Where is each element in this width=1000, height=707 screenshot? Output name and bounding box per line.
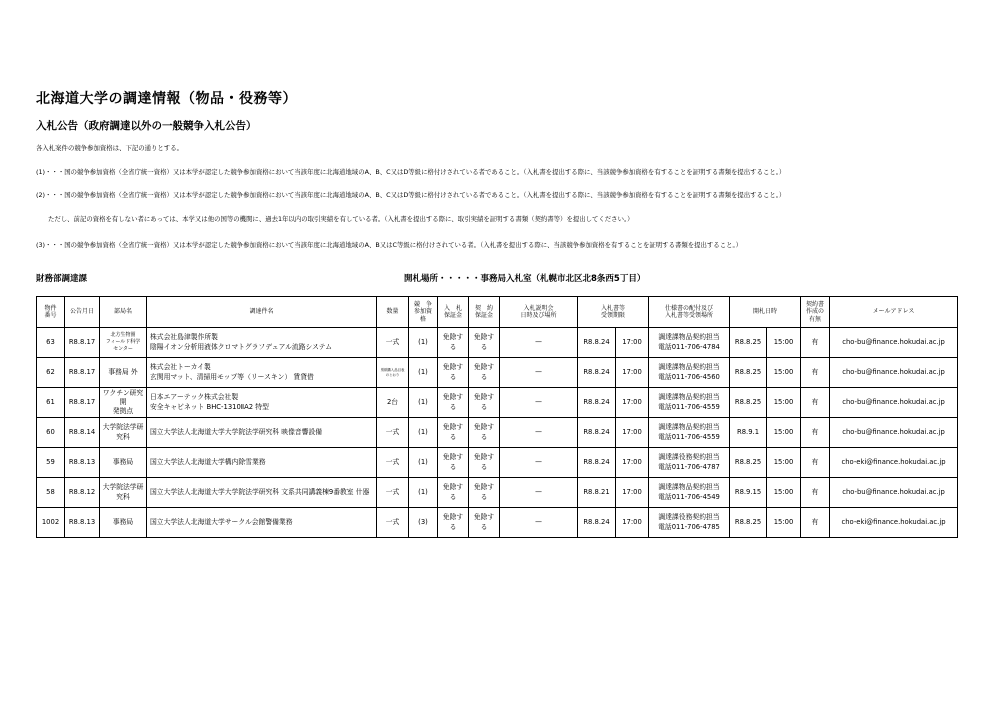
cell-announce-date: R8.8.13 — [65, 448, 100, 478]
cell-opening-time: 15:00 — [767, 418, 801, 448]
table-row — [37, 418, 958, 448]
cell-email: cho-bu@finance.hokudai.ac.jp — [830, 358, 958, 388]
cell-opening-time: 15:00 — [767, 478, 801, 508]
cell-quantity: 一式 — [377, 418, 409, 448]
cell-opening-time: 15:00 — [767, 358, 801, 388]
cell-department: 大学院法学研 究科 — [100, 478, 147, 508]
cell-briefing: — — [500, 478, 578, 508]
cell-announce-date: R8.8.17 — [65, 358, 100, 388]
cell-opening-date: R8.9.1 — [730, 418, 767, 448]
table-row — [37, 388, 958, 418]
cell-contract-doc: 有 — [801, 388, 830, 418]
cell-qualification: (1) — [409, 358, 438, 388]
cell-deadline-date: R8.8.24 — [578, 388, 616, 418]
cell-contract-doc: 有 — [801, 358, 830, 388]
cell-item-name: 国立大学法人北海道大学構内除雪業務 — [147, 448, 377, 478]
cell-email: cho-eki@finance.hokudai.ac.jp — [830, 508, 958, 538]
cell-deadline-time: 17:00 — [616, 478, 649, 508]
header-briefing: 入札説明会 日時及び場所 — [500, 297, 578, 328]
cell-bid-deposit: 免除する — [438, 388, 469, 418]
condition-2-note: ただし、前記の資格を有しない者にあっては、本学又は他の国等の機関に、過去1年以内の取引実績を有している者。（入札書を提出する際に、取引実績を証明する書類（契約書等）を提出してください。） — [48, 215, 634, 223]
condition-2: (2)・・・国の競争参加資格（全省庁統一資格）又は本学が認定した競争参加資格において当該年度に北海道地域のA、B、C又はD等級に格付けされている者であること。（入札書を提出する際に、当該競争参加資格を有することを証明する書類を提出すること。） — [36, 191, 786, 199]
cell-opening-time: 15:00 — [767, 448, 801, 478]
cell-briefing: — — [500, 448, 578, 478]
cell-quantity: 一式 — [377, 448, 409, 478]
condition-3: (3)・・・国の競争参加資格（全省庁統一資格）又は本学が認定した競争参加資格において当該年度に北海道地域のA、B又はC等級に格付けされている者。（入札書を提出する際に、当該競争参加資格を有することを証明する書類を提出すること。） — [36, 241, 743, 249]
cell-spec-place: 調達課物品契約担当 電話011-706-4560 — [649, 358, 730, 388]
cell-email: cho-bu@finance.hokudai.ac.jp — [830, 478, 958, 508]
cell-item-number: 58 — [37, 478, 65, 508]
cell-item-name: 株式会社トーカイ製 玄関用マット、清掃用モップ等（リースキン） 賃貸借 — [147, 358, 377, 388]
cell-contract-doc: 有 — [801, 478, 830, 508]
cell-deadline-time: 17:00 — [616, 418, 649, 448]
cell-bid-deposit: 免除する — [438, 448, 469, 478]
cell-bid-deposit: 免除する — [438, 328, 469, 358]
cell-spec-place: 調達課物品契約担当 電話011-706-4784 — [649, 328, 730, 358]
cell-department: ワクチン研究開 発拠点 — [100, 388, 147, 418]
header-bid-deposit: 入 札 保証金 — [438, 297, 469, 328]
table-row — [37, 478, 958, 508]
cell-opening-date: R8.9.15 — [730, 478, 767, 508]
table-row — [37, 328, 958, 358]
cell-email: cho-bu@finance.hokudai.ac.jp — [830, 418, 958, 448]
cell-department: 北方生物圏 フィールド科学 センター — [100, 328, 147, 358]
cell-contract-deposit: 免除する — [469, 418, 500, 448]
header-contract-deposit: 契 約 保証金 — [469, 297, 500, 328]
table-header-row — [37, 297, 958, 328]
cell-item-name: 国立大学法人北海道大学大学院法学研究科 文系共同講義棟9番教室 什器 — [147, 478, 377, 508]
cell-quantity: 別紙購入品目表のとおり — [377, 358, 409, 388]
header-department: 部局名 — [100, 297, 147, 328]
cell-briefing: — — [500, 358, 578, 388]
cell-email: cho-bu@finance.hokudai.ac.jp — [830, 328, 958, 358]
cell-qualification: (1) — [409, 448, 438, 478]
cell-deadline-date: R8.8.24 — [578, 448, 616, 478]
cell-announce-date: R8.8.13 — [65, 508, 100, 538]
page-subtitle: 入札公告（政府調達以外の一般競争入札公告） — [36, 120, 257, 132]
cell-deadline-time: 17:00 — [616, 388, 649, 418]
header-opening-datetime: 開札日時 — [730, 297, 801, 328]
cell-contract-deposit: 免除する — [469, 358, 500, 388]
cell-item-number: 62 — [37, 358, 65, 388]
cell-email: cho-eki@finance.hokudai.ac.jp — [830, 448, 958, 478]
cell-contract-doc: 有 — [801, 328, 830, 358]
cell-item-number: 1002 — [37, 508, 65, 538]
header-email: メールアドレス — [830, 297, 958, 328]
cell-quantity: 一式 — [377, 328, 409, 358]
cell-briefing: — — [500, 418, 578, 448]
cell-announce-date: R8.8.12 — [65, 478, 100, 508]
cell-deadline-date: R8.8.24 — [578, 418, 616, 448]
intro-text: 各入札案件の競争参加資格は、下記の通りとする。 — [36, 144, 183, 152]
cell-department: 大学院法学研 究科 — [100, 418, 147, 448]
cell-quantity: 一式 — [377, 478, 409, 508]
cell-deadline-date: R8.8.24 — [578, 508, 616, 538]
cell-contract-deposit: 免除する — [469, 328, 500, 358]
cell-item-name: 国立大学法人北海道大学大学院法学研究科 映像音響設備 — [147, 418, 377, 448]
cell-quantity: 2台 — [377, 388, 409, 418]
header-spec-place: 仕様書の配付及び 入札書等受領場所 — [649, 297, 730, 328]
cell-department: 事務局 外 — [100, 358, 147, 388]
cell-item-name: 日本エアーテック株式会社製 安全キャビネット BHC-1310ⅡA2 特型 — [147, 388, 377, 418]
cell-announce-date: R8.8.17 — [65, 328, 100, 358]
cell-qualification: (1) — [409, 388, 438, 418]
cell-announce-date: R8.8.14 — [65, 418, 100, 448]
cell-qualification: (1) — [409, 478, 438, 508]
cell-contract-deposit: 免除する — [469, 388, 500, 418]
cell-deadline-time: 17:00 — [616, 508, 649, 538]
cell-opening-date: R8.8.25 — [730, 388, 767, 418]
procurement-table — [36, 296, 958, 538]
table-row — [37, 358, 958, 388]
cell-spec-place: 調達課役務契約担当 電話011-706-4787 — [649, 448, 730, 478]
cell-opening-date: R8.8.25 — [730, 328, 767, 358]
cell-contract-doc: 有 — [801, 448, 830, 478]
cell-email: cho-bu@finance.hokudai.ac.jp — [830, 388, 958, 418]
cell-contract-deposit: 免除する — [469, 508, 500, 538]
cell-spec-place: 調達課物品契約担当 電話011-706-4559 — [649, 418, 730, 448]
cell-department: 事務局 — [100, 448, 147, 478]
cell-item-number: 60 — [37, 418, 65, 448]
cell-deadline-date: R8.8.24 — [578, 358, 616, 388]
cell-opening-time: 15:00 — [767, 388, 801, 418]
cell-bid-deposit: 免除する — [438, 418, 469, 448]
department-heading: 財務部調達課 — [36, 274, 88, 284]
cell-qualification: (1) — [409, 328, 438, 358]
cell-department: 事務局 — [100, 508, 147, 538]
header-item-name: 調達件名 — [147, 297, 377, 328]
cell-spec-place: 調達課物品契約担当 電話011-706-4559 — [649, 388, 730, 418]
cell-opening-time: 15:00 — [767, 508, 801, 538]
cell-deadline-date: R8.8.24 — [578, 328, 616, 358]
header-deadline: 入札書等 受領期限 — [578, 297, 649, 328]
cell-briefing: — — [500, 328, 578, 358]
cell-opening-date: R8.8.25 — [730, 358, 767, 388]
cell-bid-deposit: 免除する — [438, 478, 469, 508]
cell-briefing: — — [500, 508, 578, 538]
cell-contract-doc: 有 — [801, 418, 830, 448]
header-announce-date: 公告月日 — [65, 297, 100, 328]
cell-item-number: 61 — [37, 388, 65, 418]
cell-announce-date: R8.8.17 — [65, 388, 100, 418]
cell-item-number: 59 — [37, 448, 65, 478]
cell-qualification: (1) — [409, 418, 438, 448]
cell-bid-deposit: 免除する — [438, 358, 469, 388]
cell-bid-deposit: 免除する — [438, 508, 469, 538]
page-title: 北海道大学の調達情報（物品・役務等） — [36, 91, 297, 107]
opening-place-heading: 開札場所・・・・・事務局入札室（札幌市北区北8条西5丁目） — [404, 274, 646, 284]
cell-deadline-time: 17:00 — [616, 328, 649, 358]
cell-opening-time: 15:00 — [767, 328, 801, 358]
header-item-number: 物件 番号 — [37, 297, 65, 328]
cell-deadline-date: R8.8.21 — [578, 478, 616, 508]
header-qualification: 競 争 参加資 格 — [409, 297, 438, 328]
cell-contract-deposit: 免除する — [469, 478, 500, 508]
header-quantity: 数量 — [377, 297, 409, 328]
cell-spec-place: 調達課物品契約担当 電話011-706-4549 — [649, 478, 730, 508]
cell-qualification: (3) — [409, 508, 438, 538]
cell-opening-date: R8.8.25 — [730, 508, 767, 538]
cell-contract-doc: 有 — [801, 508, 830, 538]
table-row — [37, 508, 958, 538]
condition-1: (1)・・・国の競争参加資格（全省庁統一資格）又は本学が認定した競争参加資格において当該年度に北海道地域のA、B、C又はD等級に格付けされている者であること。（入札書を提出する際に、当該競争参加資格を有することを証明する書類を提出すること。） — [36, 168, 786, 176]
cell-spec-place: 調達課役務契約担当 電話011-706-4785 — [649, 508, 730, 538]
header-contract-doc: 契約書 作成の 有無 — [801, 297, 830, 328]
cell-item-name: 国立大学法人北海道大学サークル会館警備業務 — [147, 508, 377, 538]
cell-item-number: 63 — [37, 328, 65, 358]
cell-contract-deposit: 免除する — [469, 448, 500, 478]
cell-briefing: — — [500, 388, 578, 418]
cell-deadline-time: 17:00 — [616, 358, 649, 388]
cell-opening-date: R8.8.25 — [730, 448, 767, 478]
cell-quantity: 一式 — [377, 508, 409, 538]
cell-deadline-time: 17:00 — [616, 448, 649, 478]
table-row — [37, 448, 958, 478]
cell-item-name: 株式会社島津製作所製 陰陽イオン分析用液体クロマトグラフデュアル流路システム — [147, 328, 377, 358]
